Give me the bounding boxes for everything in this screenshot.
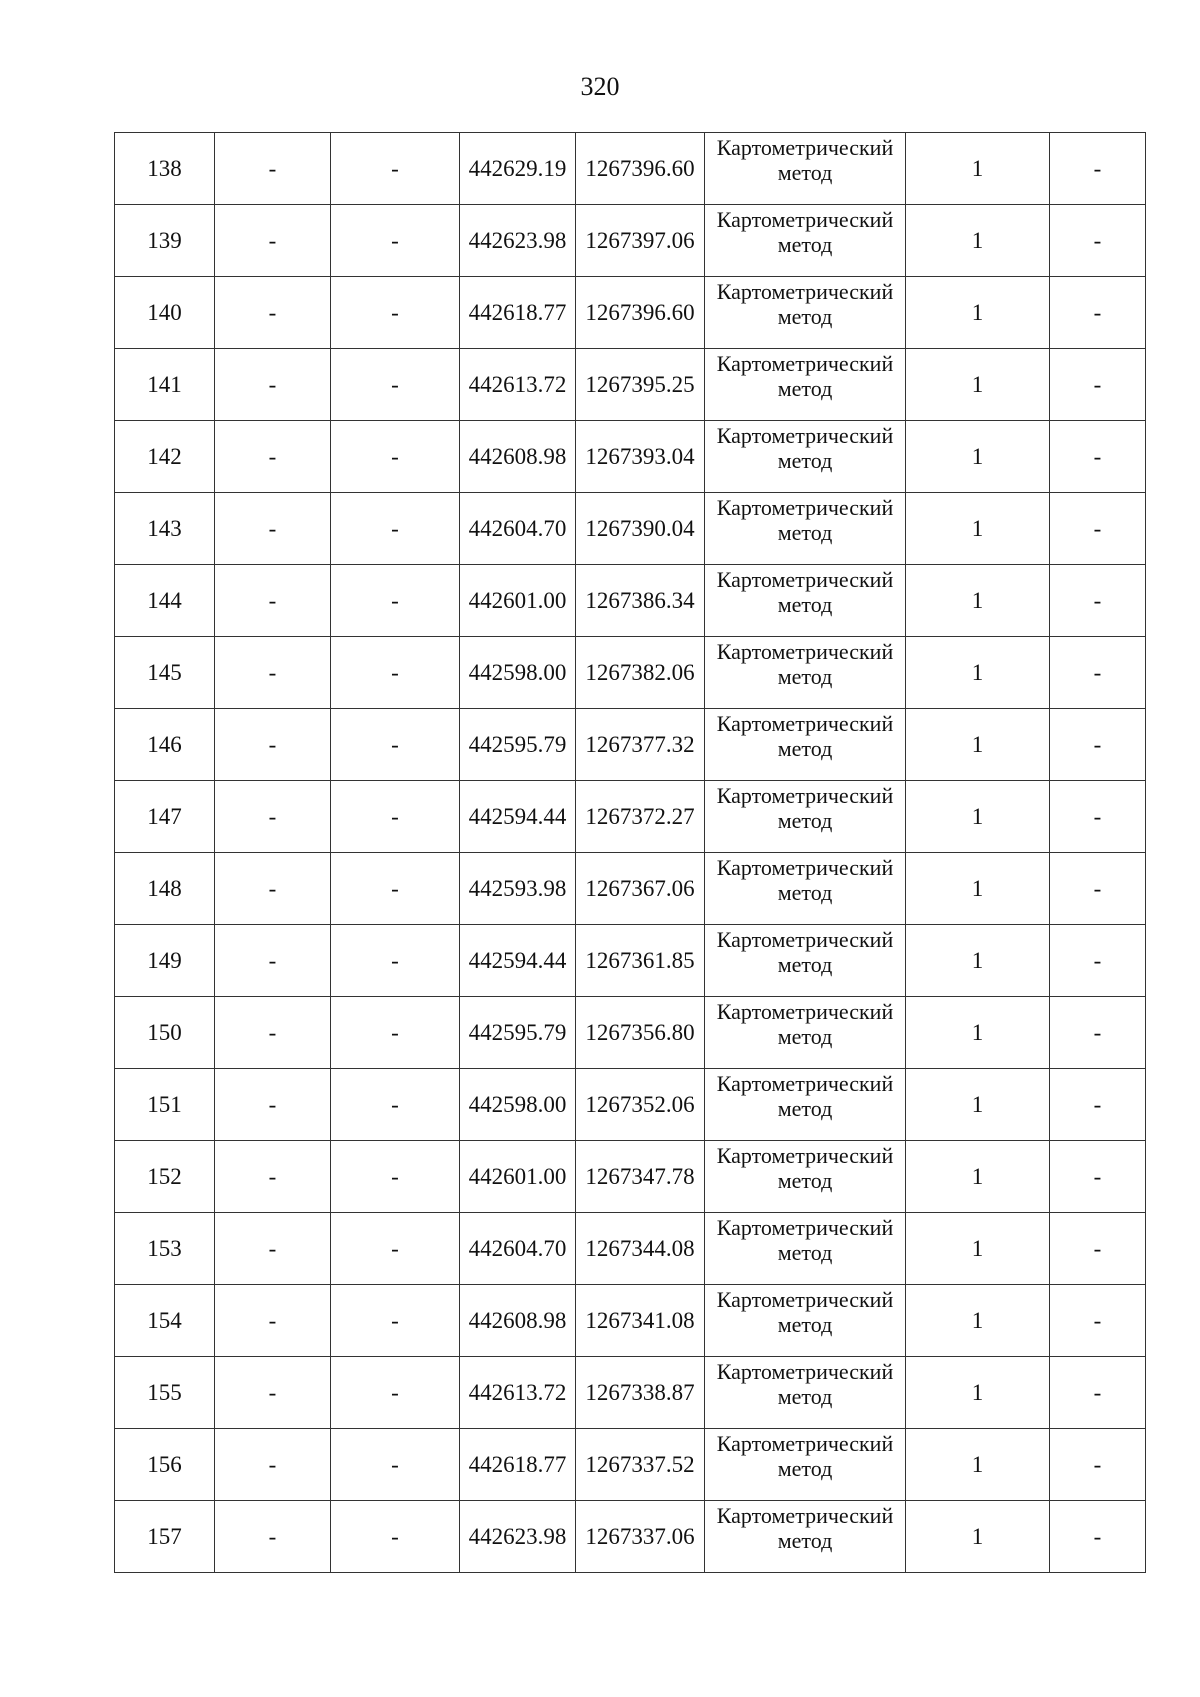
empty-x-cell: - (215, 565, 331, 637)
empty-y-cell: - (331, 565, 460, 637)
table-row (115, 709, 1146, 781)
empty-x-cell: - (215, 1141, 331, 1213)
empty-y-cell: - (331, 1501, 460, 1573)
accuracy-cell: 1 (906, 1213, 1050, 1285)
point-number-cell: 157 (115, 1501, 215, 1573)
accuracy-cell: 1 (906, 133, 1050, 205)
table-row (115, 637, 1146, 709)
method-line-1: Картометрический (716, 279, 894, 304)
method-line-2: метод (777, 736, 833, 761)
y-coordinate-cell: 1267337.52 (576, 1429, 705, 1501)
method-line-2: метод (777, 1024, 833, 1049)
method-line-1: Картометрический (716, 135, 894, 160)
method-line-1: Картометрический (716, 1431, 894, 1456)
description-cell: - (1050, 925, 1146, 997)
empty-x-cell: - (215, 421, 331, 493)
method-line-1: Картометрический (716, 207, 894, 232)
empty-x-cell: - (215, 853, 331, 925)
method-line-2: метод (777, 304, 833, 329)
x-coordinate-cell: 442629.19 (460, 133, 576, 205)
method-cell (705, 1285, 906, 1357)
point-number-cell: 144 (115, 565, 215, 637)
x-coordinate-cell: 442595.79 (460, 709, 576, 781)
empty-y-cell: - (331, 925, 460, 997)
point-number-cell: 154 (115, 1285, 215, 1357)
description-cell: - (1050, 349, 1146, 421)
x-coordinate-cell: 442594.44 (460, 781, 576, 853)
empty-x-cell: - (215, 997, 331, 1069)
method-line-2: метод (777, 448, 833, 473)
method-line-1: Картометрический (716, 1143, 894, 1168)
method-cell (705, 565, 906, 637)
empty-x-cell: - (215, 349, 331, 421)
method-cell (705, 277, 906, 349)
x-coordinate-cell: 442604.70 (460, 493, 576, 565)
method-line-2: метод (777, 1168, 833, 1193)
accuracy-cell: 1 (906, 1285, 1050, 1357)
empty-y-cell: - (331, 277, 460, 349)
description-cell: - (1050, 709, 1146, 781)
x-coordinate-cell: 442623.98 (460, 1501, 576, 1573)
method-line-2: метод (777, 1240, 833, 1265)
empty-x-cell: - (215, 925, 331, 997)
y-coordinate-cell: 1267382.06 (576, 637, 705, 709)
point-number-cell: 138 (115, 133, 215, 205)
method-line-2: метод (777, 376, 833, 401)
x-coordinate-cell: 442595.79 (460, 997, 576, 1069)
x-coordinate-cell: 442608.98 (460, 1285, 576, 1357)
y-coordinate-cell: 1267361.85 (576, 925, 705, 997)
y-coordinate-cell: 1267367.06 (576, 853, 705, 925)
x-coordinate-cell: 442598.00 (460, 637, 576, 709)
point-number-cell: 141 (115, 349, 215, 421)
point-number-cell: 156 (115, 1429, 215, 1501)
empty-x-cell: - (215, 1069, 331, 1141)
empty-x-cell: - (215, 1357, 331, 1429)
description-cell: - (1050, 1285, 1146, 1357)
point-number-cell: 148 (115, 853, 215, 925)
empty-x-cell: - (215, 205, 331, 277)
description-cell: - (1050, 1213, 1146, 1285)
empty-x-cell: - (215, 637, 331, 709)
empty-y-cell: - (331, 205, 460, 277)
point-number-cell: 142 (115, 421, 215, 493)
empty-y-cell: - (331, 637, 460, 709)
point-number-cell: 152 (115, 1141, 215, 1213)
method-cell (705, 1501, 906, 1573)
y-coordinate-cell: 1267393.04 (576, 421, 705, 493)
accuracy-cell: 1 (906, 1501, 1050, 1573)
empty-x-cell: - (215, 1285, 331, 1357)
method-line-1: Картометрический (716, 1287, 894, 1312)
method-cell (705, 925, 906, 997)
page-number: 320 (580, 72, 620, 101)
method-line-2: метод (777, 1528, 833, 1553)
table-row (115, 1501, 1146, 1573)
method-cell (705, 997, 906, 1069)
description-cell: - (1050, 1357, 1146, 1429)
empty-y-cell: - (331, 1429, 460, 1501)
description-cell: - (1050, 205, 1146, 277)
method-line-2: метод (777, 1096, 833, 1121)
method-line-2: метод (777, 160, 833, 185)
method-line-2: метод (777, 664, 833, 689)
y-coordinate-cell: 1267386.34 (576, 565, 705, 637)
method-line-1: Картометрический (716, 567, 894, 592)
empty-x-cell: - (215, 133, 331, 205)
accuracy-cell: 1 (906, 853, 1050, 925)
method-line-1: Картометрический (716, 423, 894, 448)
method-line-1: Картометрический (716, 855, 894, 880)
table-row (115, 1213, 1146, 1285)
method-cell (705, 133, 906, 205)
method-line-1: Картометрический (716, 1215, 894, 1240)
y-coordinate-cell: 1267372.27 (576, 781, 705, 853)
method-line-1: Картометрический (716, 711, 894, 736)
description-cell: - (1050, 997, 1146, 1069)
point-number-cell: 155 (115, 1357, 215, 1429)
x-coordinate-cell: 442593.98 (460, 853, 576, 925)
description-cell: - (1050, 277, 1146, 349)
empty-y-cell: - (331, 709, 460, 781)
accuracy-cell: 1 (906, 277, 1050, 349)
description-cell: - (1050, 1501, 1146, 1573)
point-number-cell: 140 (115, 277, 215, 349)
table-row (115, 1069, 1146, 1141)
point-number-cell: 143 (115, 493, 215, 565)
method-line-1: Картометрический (716, 999, 894, 1024)
empty-y-cell: - (331, 781, 460, 853)
x-coordinate-cell: 442623.98 (460, 205, 576, 277)
method-line-2: метод (777, 880, 833, 905)
x-coordinate-cell: 442601.00 (460, 1141, 576, 1213)
accuracy-cell: 1 (906, 421, 1050, 493)
accuracy-cell: 1 (906, 493, 1050, 565)
empty-y-cell: - (331, 1069, 460, 1141)
point-number-cell: 146 (115, 709, 215, 781)
empty-y-cell: - (331, 349, 460, 421)
method-cell (705, 1069, 906, 1141)
empty-y-cell: - (331, 133, 460, 205)
x-coordinate-cell: 442613.72 (460, 349, 576, 421)
y-coordinate-cell: 1267356.80 (576, 997, 705, 1069)
accuracy-cell: 1 (906, 1429, 1050, 1501)
table-row (115, 493, 1146, 565)
table-row (115, 925, 1146, 997)
method-line-2: метод (777, 1312, 833, 1337)
x-coordinate-cell: 442618.77 (460, 277, 576, 349)
method-line-2: метод (777, 808, 833, 833)
method-cell (705, 1213, 906, 1285)
method-cell (705, 1141, 906, 1213)
empty-x-cell: - (215, 709, 331, 781)
description-cell: - (1050, 421, 1146, 493)
method-cell (705, 493, 906, 565)
point-number-cell: 145 (115, 637, 215, 709)
table-row (115, 205, 1146, 277)
accuracy-cell: 1 (906, 781, 1050, 853)
table-row (115, 349, 1146, 421)
accuracy-cell: 1 (906, 997, 1050, 1069)
y-coordinate-cell: 1267344.08 (576, 1213, 705, 1285)
method-line-1: Картометрический (716, 351, 894, 376)
description-cell: - (1050, 637, 1146, 709)
method-line-1: Картометрический (716, 495, 894, 520)
y-coordinate-cell: 1267390.04 (576, 493, 705, 565)
method-line-1: Картометрический (716, 1071, 894, 1096)
description-cell: - (1050, 853, 1146, 925)
method-line-2: метод (777, 520, 833, 545)
method-line-2: метод (777, 592, 833, 617)
x-coordinate-cell: 442608.98 (460, 421, 576, 493)
y-coordinate-cell: 1267396.60 (576, 133, 705, 205)
method-line-2: метод (777, 1456, 833, 1481)
empty-y-cell: - (331, 1141, 460, 1213)
table-row (115, 1285, 1146, 1357)
accuracy-cell: 1 (906, 565, 1050, 637)
method-cell (705, 781, 906, 853)
point-number-cell: 139 (115, 205, 215, 277)
accuracy-cell: 1 (906, 1357, 1050, 1429)
description-cell: - (1050, 1141, 1146, 1213)
table-row (115, 997, 1146, 1069)
method-cell (705, 709, 906, 781)
method-line-2: метод (777, 232, 833, 257)
method-line-1: Картометрический (716, 1503, 894, 1528)
y-coordinate-cell: 1267397.06 (576, 205, 705, 277)
empty-x-cell: - (215, 781, 331, 853)
empty-y-cell: - (331, 1285, 460, 1357)
method-cell (705, 349, 906, 421)
y-coordinate-cell: 1267396.60 (576, 277, 705, 349)
empty-y-cell: - (331, 493, 460, 565)
empty-x-cell: - (215, 1501, 331, 1573)
table-row (115, 781, 1146, 853)
coordinates-table (114, 132, 1146, 1573)
empty-x-cell: - (215, 1213, 331, 1285)
table-row (115, 1429, 1146, 1501)
empty-y-cell: - (331, 997, 460, 1069)
table-row (115, 1141, 1146, 1213)
description-cell: - (1050, 493, 1146, 565)
x-coordinate-cell: 442601.00 (460, 565, 576, 637)
accuracy-cell: 1 (906, 1141, 1050, 1213)
table-row (115, 133, 1146, 205)
description-cell: - (1050, 1429, 1146, 1501)
description-cell: - (1050, 1069, 1146, 1141)
y-coordinate-cell: 1267395.25 (576, 349, 705, 421)
table-row (115, 277, 1146, 349)
x-coordinate-cell: 442613.72 (460, 1357, 576, 1429)
table-body (115, 133, 1146, 1573)
empty-x-cell: - (215, 277, 331, 349)
y-coordinate-cell: 1267341.08 (576, 1285, 705, 1357)
description-cell: - (1050, 133, 1146, 205)
x-coordinate-cell: 442618.77 (460, 1429, 576, 1501)
accuracy-cell: 1 (906, 349, 1050, 421)
method-line-1: Картометрический (716, 1359, 894, 1384)
method-line-1: Картометрический (716, 783, 894, 808)
x-coordinate-cell: 442594.44 (460, 925, 576, 997)
method-line-2: метод (777, 1384, 833, 1409)
point-number-cell: 150 (115, 997, 215, 1069)
x-coordinate-cell: 442604.70 (460, 1213, 576, 1285)
empty-y-cell: - (331, 853, 460, 925)
accuracy-cell: 1 (906, 205, 1050, 277)
point-number-cell: 149 (115, 925, 215, 997)
table-row (115, 565, 1146, 637)
empty-y-cell: - (331, 1213, 460, 1285)
accuracy-cell: 1 (906, 1069, 1050, 1141)
table-row (115, 853, 1146, 925)
point-number-cell: 153 (115, 1213, 215, 1285)
table-row (115, 1357, 1146, 1429)
method-line-1: Картометрический (716, 639, 894, 664)
method-cell (705, 205, 906, 277)
y-coordinate-cell: 1267337.06 (576, 1501, 705, 1573)
method-line-2: метод (777, 952, 833, 977)
accuracy-cell: 1 (906, 925, 1050, 997)
point-number-cell: 147 (115, 781, 215, 853)
method-cell (705, 1357, 906, 1429)
method-cell (705, 853, 906, 925)
accuracy-cell: 1 (906, 637, 1050, 709)
y-coordinate-cell: 1267347.78 (576, 1141, 705, 1213)
y-coordinate-cell: 1267338.87 (576, 1357, 705, 1429)
method-cell (705, 1429, 906, 1501)
x-coordinate-cell: 442598.00 (460, 1069, 576, 1141)
method-cell (705, 637, 906, 709)
description-cell: - (1050, 565, 1146, 637)
empty-x-cell: - (215, 1429, 331, 1501)
empty-y-cell: - (331, 1357, 460, 1429)
method-cell (705, 421, 906, 493)
y-coordinate-cell: 1267352.06 (576, 1069, 705, 1141)
point-number-cell: 151 (115, 1069, 215, 1141)
empty-y-cell: - (331, 421, 460, 493)
table-row (115, 421, 1146, 493)
method-line-1: Картометрический (716, 927, 894, 952)
description-cell: - (1050, 781, 1146, 853)
accuracy-cell: 1 (906, 709, 1050, 781)
empty-x-cell: - (215, 493, 331, 565)
y-coordinate-cell: 1267377.32 (576, 709, 705, 781)
